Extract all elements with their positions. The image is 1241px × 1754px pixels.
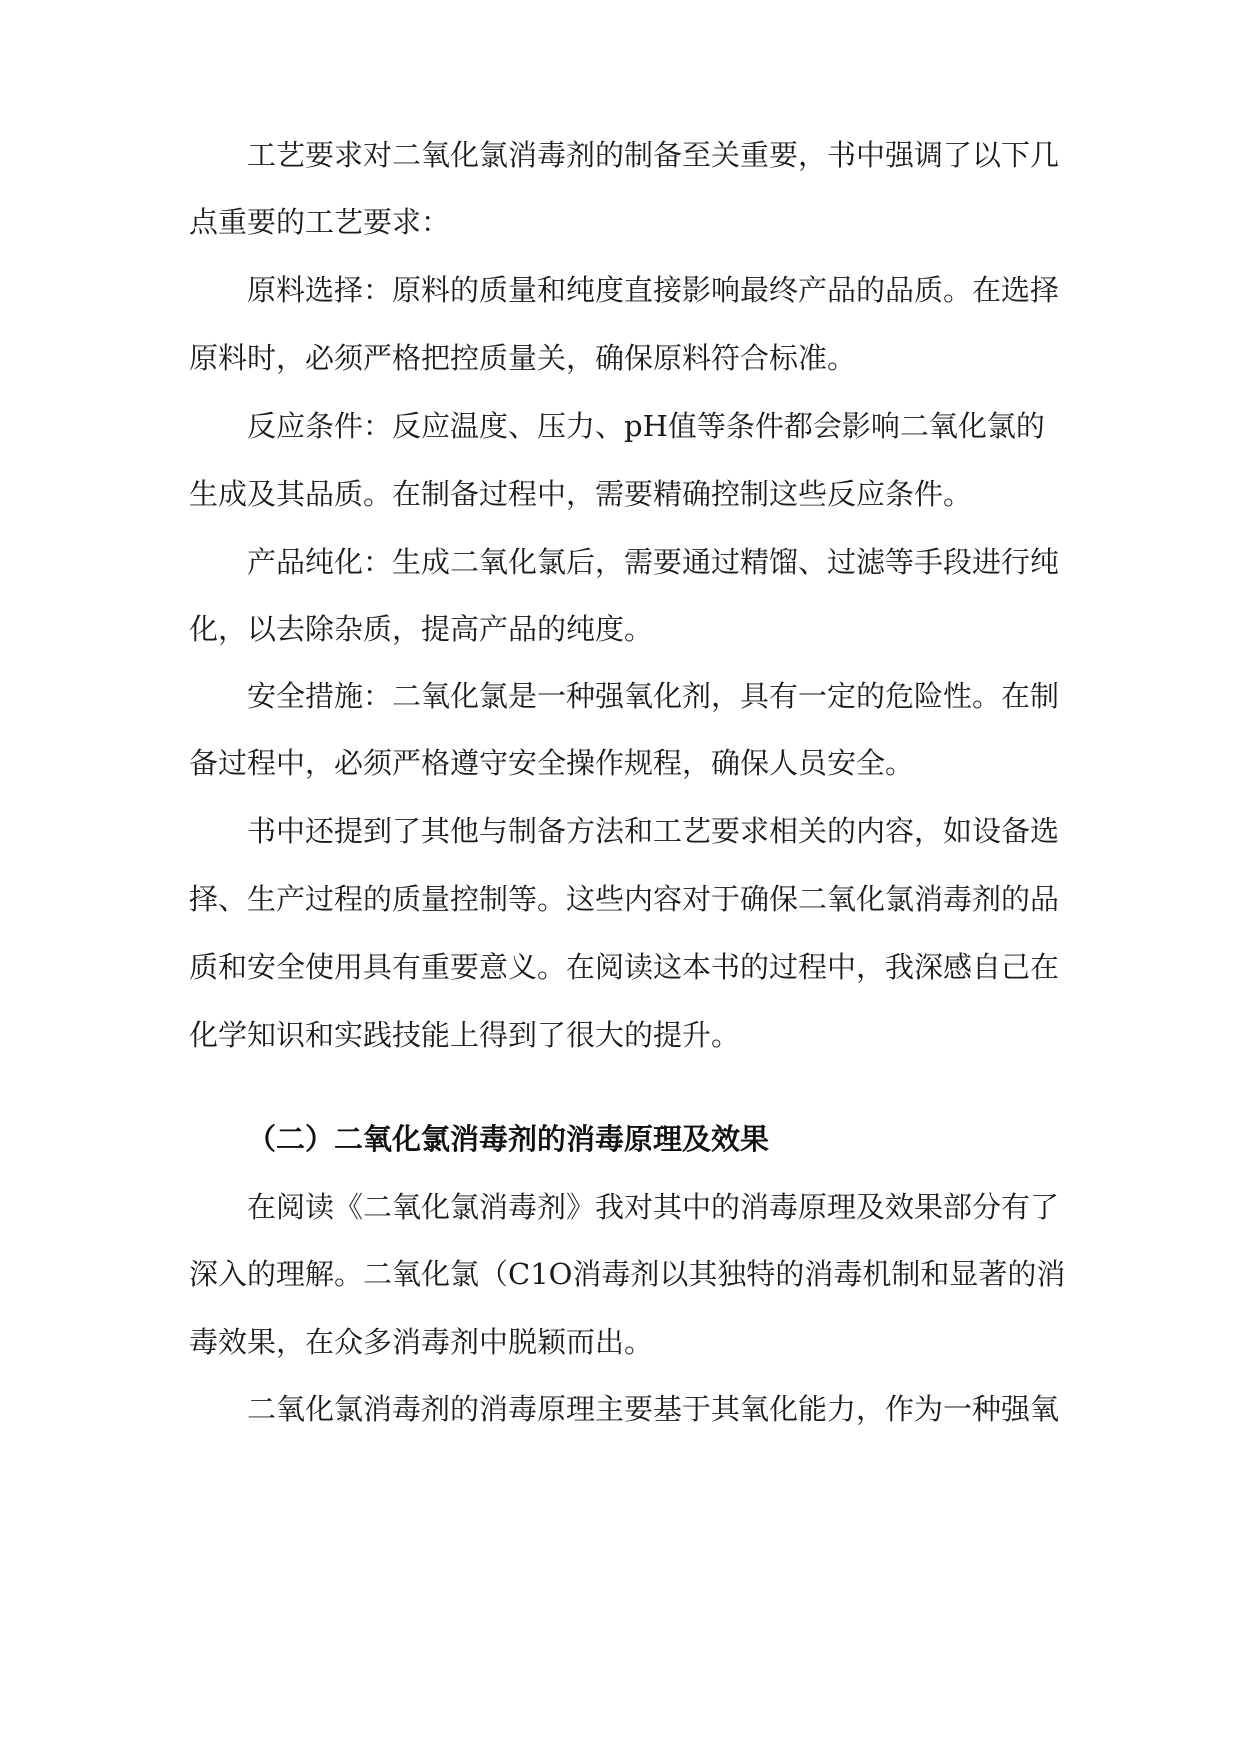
paragraph-line: 生成及其品质。在制备过程中，需要精确控制这些反应条件。 (189, 477, 973, 511)
paragraph-line: 工艺要求对二氧化氯消毒剂的制备至关重要，书中强调了以下几 (247, 138, 1060, 172)
paragraph-line: 深入的理解。二氧化氯（C1O消毒剂以其独特的消毒机制和显著的消 (189, 1257, 1066, 1291)
paragraph-line: 产品纯化：生成二氧化氯后，需要通过精馏、过滤等手段进行纯 (247, 545, 1060, 579)
paragraph-line: 择、生产过程的质量控制等。这些内容对于确保二氧化氯消毒剂的品 (189, 882, 1060, 916)
paragraph-line: 化学知识和实践技能上得到了很大的提升。 (189, 1018, 741, 1052)
paragraph-line: 原料选择：原料的质量和纯度直接影响最终产品的品质。在选择 (247, 273, 1060, 307)
paragraph-line: 质和安全使用具有重要意义。在阅读这本书的过程中，我深感自己在 (189, 950, 1060, 984)
paragraph-line: 备过程中，必须严格遵守安全操作规程，确保人员安全。 (189, 746, 915, 780)
paragraph-line: 点重要的工艺要求： (189, 205, 451, 239)
paragraph-line: 在阅读《二氧化氯消毒剂》我对其中的消毒原理及效果部分有了 (247, 1190, 1060, 1224)
paragraph-line: 化，以去除杂质，提高产品的纯度。 (189, 612, 654, 646)
paragraph-line: 毒效果，在众多消毒剂中脱颖而出。 (189, 1325, 654, 1359)
paragraph-line: 反应条件：反应温度、压力、pH值等条件都会影响二氧化氯的 (247, 409, 1045, 443)
paragraph-line: 原料时，必须严格把控质量关，确保原料符合标准。 (189, 341, 857, 375)
paragraph-line: 二氧化氯消毒剂的消毒原理主要基于其氧化能力，作为一种强氧 (247, 1392, 1060, 1426)
section-heading: （二）二氧化氯消毒剂的消毒原理及效果 (247, 1122, 770, 1156)
paragraph-line: 安全措施：二氧化氯是一种强氧化剂，具有一定的危险性。在制 (247, 679, 1060, 713)
paragraph-line: 书中还提到了其他与制备方法和工艺要求相关的内容，如设备选 (247, 814, 1060, 848)
